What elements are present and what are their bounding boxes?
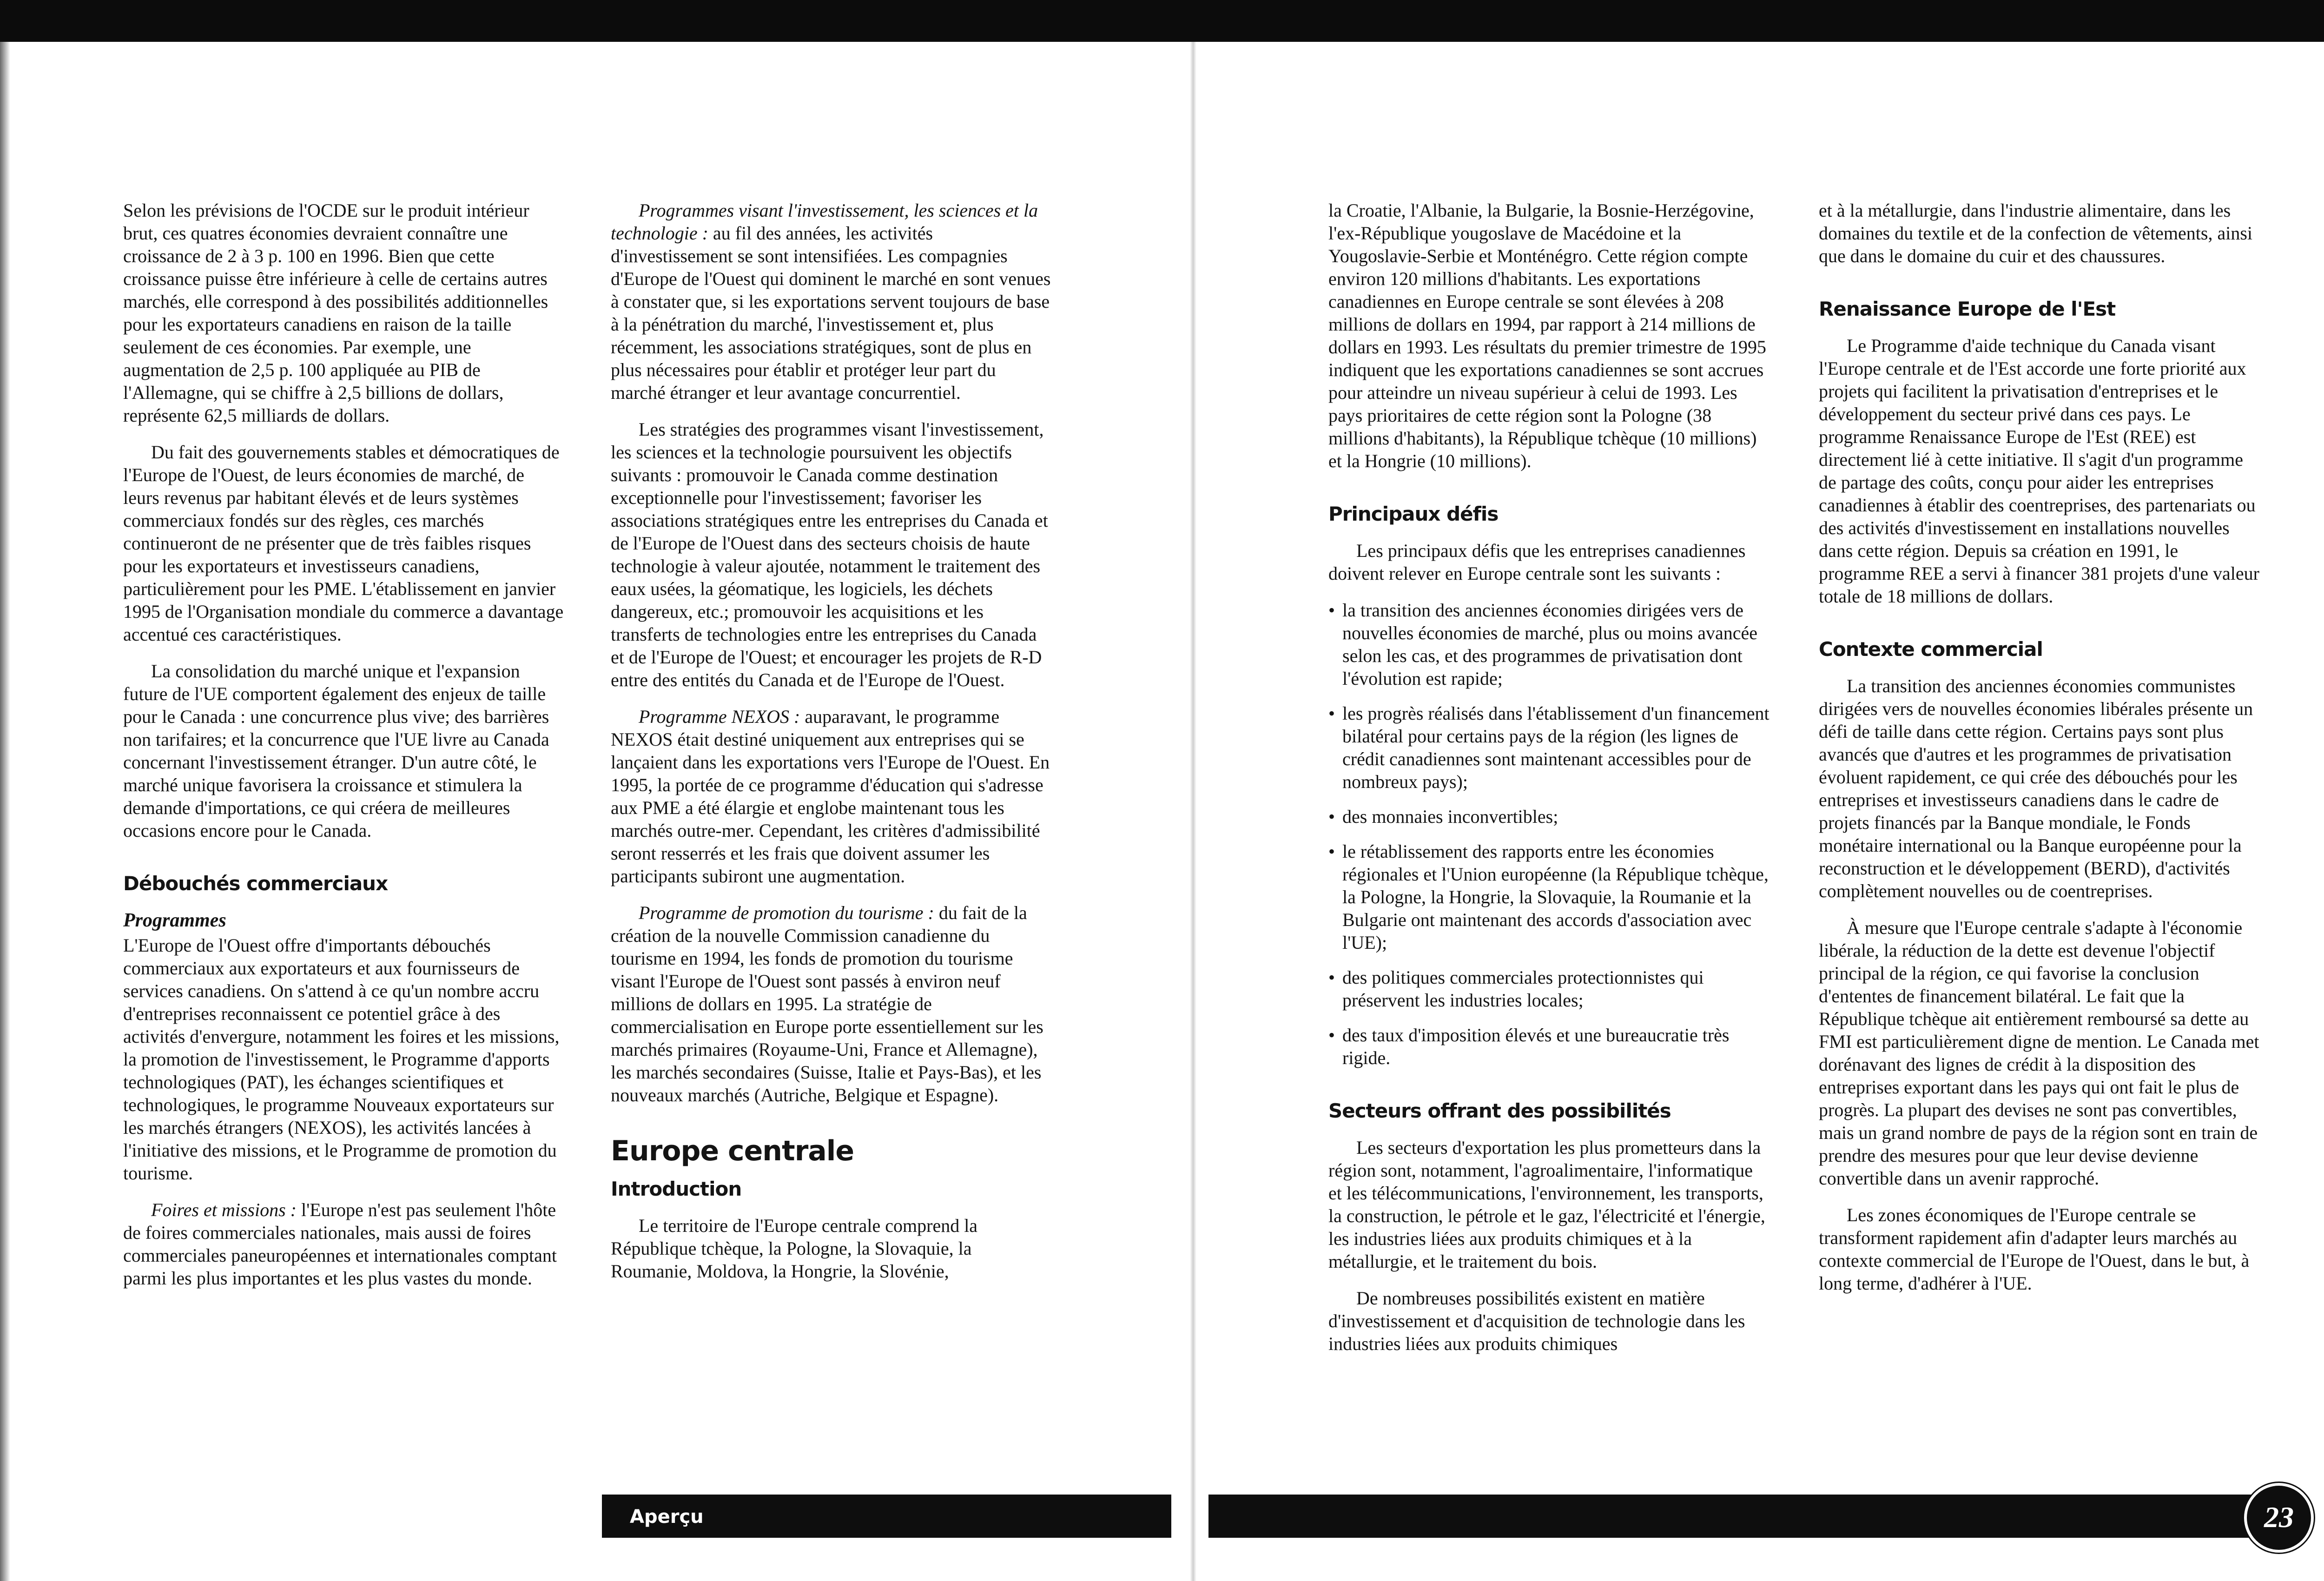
heading-principaux-defis: Principaux défis	[1328, 503, 1499, 525]
paragraph: Les zones économiques de l'Europe centrale se transforment rapidement afin d'adapter leurs marchés au contexte commercial de l'Europe de l'Ouest, dans le but, à long terme, d'adhérer à l'UE.	[1819, 1204, 2250, 1294]
bullet-mark: •	[1328, 600, 1335, 621]
column-3	[1328, 199, 1770, 1355]
heading-introduction: Introduction	[611, 1177, 742, 1200]
footer-bar-right	[1208, 1495, 2254, 1538]
paragraph: La transition des anciennes économies communistes dirigées vers de nouvelles économies libérales présente un défi de taille dans cette région. Certains pays sont plus avancés que d'autres et les programmes de privatisation évoluent rapidement, ce qui crée des débouchés pour les entreprises et investisseurs canadiens dans le cadre de projets financés par la Banque mondiale, le Fonds monétaire international ou la Banque européenne pour la reconstruction et le développement (BERD), d'activités complètement nouvelles ou de coentreprises.	[1819, 675, 2253, 901]
paragraph	[611, 901, 1052, 1106]
bullet-mark: •	[1328, 967, 1335, 988]
bullet-text: le rétablissement des rapports entre les économies régionales et l'Union européenne (la République tchèque, la Pologne, la Hongrie, la Slovaquie, la Roumanie et la Bulgarie ont maintenant des accords d'association avec l'UE);	[1342, 841, 1769, 953]
bullet-text: des monnaies inconvertibles;	[1342, 806, 1558, 827]
bullet-mark: •	[1328, 841, 1335, 862]
bullet-mark: •	[1328, 703, 1335, 724]
bullet-item	[1328, 702, 1770, 793]
column-2	[611, 199, 1052, 1283]
bullet-mark: •	[1328, 1025, 1335, 1045]
paragraph: L'Europe de l'Ouest offre d'importants débouchés commerciaux aux exportateurs et aux fournisseurs de services canadiens. On s'attend à ce qu'un nombre accru d'entreprises reconnaissent ce potentiel grâce à des activités d'envergure, notamment les foires et les missions, la promotion de l'investissement, le Programme d'apports technologiques (PAT), les échanges scientifiques et technologiques, le programme Nouveaux exportateurs sur les marchés étrangers (NEXOS), les activités lancées à l'initiative des missions, et le Programme de promotion du tourisme.	[123, 935, 560, 1184]
paragraph-body: l'Europe n'est pas seulement l'hôte de foires commerciales nationales, mais aussi de foires commerciales paneuropéennes et internationales comptant parmi les plus importantes et les plus vastes du monde.	[123, 1199, 557, 1289]
subheading-programmes: Programmes	[123, 910, 226, 931]
paragraph-lead: Programme de promotion du tourisme :	[639, 902, 934, 923]
footer-label: Aperçu	[630, 1506, 704, 1528]
paragraph: Les secteurs d'exportation les plus prometteurs dans la région sont, notamment, l'agroalimentaire, l'informatique et les télécommunications, l'environnement, les transports, la construction, le pétrole et le gaz, l'électricité et l'énergie, les industries liées aux produits chimiques et à la métallurgie, et le traitement du bois.	[1328, 1137, 1765, 1272]
paragraph: À mesure que l'Europe centrale s'adapte à l'économie libérale, la réduction de la dette est devenue l'objectif principal de la région, ce qui favorise la conclusion d'ententes de financement bilatéral. Le fait que la République tchèque ait entièrement remboursé sa dette au FMI est particulièrement digne de mention. Le Canada met dorénavant des lignes de crédit à la disposition des entreprises exportant dans les pays qui ont fait le plus de progrès. La plupart des devises ne sont pas convertibles, mais un grand nombre de pays de la région sont en train de prendre des mesures pour que leur devise devienne convertible dans un avenir rapproché.	[1819, 917, 2259, 1189]
heading-europe-centrale: Europe centrale	[611, 1135, 854, 1167]
paragraph: la Croatie, l'Albanie, la Bulgarie, la Bosnie-Herzégovine, l'ex-République yougoslave de Macédoine et la Yougoslavie-Serbie et Monténégro. Cette région compte environ 120 millions d'habitants. Les exportations canadiennes en Europe centrale se sont élevées à 208 millions de dollars en 1994, par rapport à 214 millions de dollars en 1993. Les résultats du premier trimestre de 1995 indiquent que les exportations canadiennes se sont accrues pour atteindre un niveau supérieur à celui de 1993. Les pays prioritaires de cette région sont la Pologne (38 millions d'habitants), la République tchèque (10 millions) et la Hongrie (10 millions).	[1328, 200, 1766, 471]
bullet-item	[1328, 1024, 1770, 1069]
scan-top-band	[0, 0, 2324, 42]
paragraph: Du fait des gouvernements stables et démocratiques de l'Europe de l'Ouest, de leurs économies de marché, de leurs revenus par habitant élevés et de leurs systèmes commerciaux fondés sur des règles, ces marchés continueront de ne présenter que de très faibles risques pour les exportateurs et investisseurs canadiens, particulièrement pour les PME. L'établissement en janvier 1995 de l'Organisation mondiale du commerce a davantage accentué ces caractéristiques.	[123, 442, 564, 645]
page-gutter	[1190, 42, 1196, 1581]
heading-renaissance-europe-est: Renaissance Europe de l'Est	[1819, 298, 2116, 320]
bullet-text: des taux d'imposition élevés et une bureaucratie très rigide.	[1342, 1025, 1730, 1068]
paragraph: De nombreuses possibilités existent en matière d'investissement et d'acquisition de technologie dans les industries liées aux produits chimiques	[1328, 1288, 1745, 1354]
heading-debouches-commerciaux: Débouchés commerciaux	[123, 872, 388, 895]
bullet-mark: •	[1328, 806, 1335, 827]
paragraph: et à la métallurgie, dans l'industrie alimentaire, dans les domaines du textile et de la confection de vêtements, ainsi que dans le domaine du cuir et des chaussures.	[1819, 200, 2253, 266]
paragraph: Le Programme d'aide technique du Canada visant l'Europe centrale et de l'Est accorde une forte priorité aux projets qui facilitent la privatisation d'entreprises et le développement du secteur privé dans ces pays. Le programme Renaissance Europe de l'Est (REE) est directement lié à cette initiative. Il s'agit d'un programme de partage des coûts, conçu pour aider les entreprises canadiennes à établir des coentreprises, des partenariats ou des activités d'investissement en installations nouvelles dans cette région. Depuis sa création en 1991, le programme REE a servi à financer 381 projets d'une valeur totale de 18 millions de dollars.	[1819, 335, 2259, 607]
paragraph-lead: Programmes visant l'investissement, les sciences et la technologie :	[611, 200, 1038, 244]
paragraph	[611, 705, 1052, 887]
paragraph-lead: Foires et missions :	[151, 1199, 297, 1220]
bullet-text: des politiques commerciales protectionnistes qui préservent les industries locales;	[1342, 967, 1704, 1011]
bullet-item	[1328, 966, 1770, 1012]
bullet-item	[1328, 599, 1770, 690]
bullet-item	[1328, 805, 1770, 828]
paragraph-body: auparavant, le programme NEXOS était destiné uniquement aux entreprises qui se lançaient dans les exportations vers l'Europe de l'Ouest. En 1995, la portée de ce programme d'éducation qui s'adresse aux PME a été élargie et englobe maintenant tous les marchés outre-mer. Cependant, les critères d'admissibilité seront resserrés et les frais que doivent assumer les participants subiront une augmentation.	[611, 706, 1050, 886]
paragraph: Le territoire de l'Europe centrale comprend la République tchèque, la Pologne, la Slovaquie, la Roumanie, Moldova, la Hongrie, la Slovénie,	[611, 1215, 978, 1282]
paragraph: Selon les prévisions de l'OCDE sur le produit intérieur brut, ces quatres économies devraient connaître une croissance de 2 à 3 p. 100 en 1996. Bien que cette croissance puisse être inférieure à celle de certains autres marchés, elle correspond à des possibilités additionnelles pour les exportateurs canadiens en raison de la taille seulement de ces économies. Par exemple, une augmentation de 2,5 p. 100 appliquée au PIB de l'Allemagne, qui se chiffre à 2,5 billions de dollars, représente 62,5 milliards de dollars.	[123, 200, 548, 426]
scan-left-edge	[0, 42, 10, 1581]
paragraph-lead: Programme NEXOS :	[639, 706, 800, 727]
page-number-badge	[2244, 1483, 2314, 1553]
bullet-item	[1328, 840, 1770, 954]
bullet-text: les progrès réalisés dans l'établissement d'un financement bilatéral pour certains pays de la région (les lignes de crédit canadiennes sont maintenant accessibles pour de nombreux pays);	[1342, 703, 1769, 792]
paragraph-body: au fil des années, les activités d'investissement se sont intensifiées. Les compagnies d'Europe de l'Ouest qui dominent le marché en sont venues à constater que, si les exportations servent toujours de base à la pénétration du marché, l'investissement et, plus récemment, les associations stratégiques, sont de plus en plus nécessaires pour établir et protéger leur part du marché étranger et leur avantage concurrentiel.	[611, 223, 1051, 403]
paragraph: Les principaux défis que les entreprises canadiennes doivent relever en Europe centrale sont les suivants :	[1328, 540, 1746, 584]
paragraph	[123, 1198, 565, 1290]
heading-secteurs-possibilites: Secteurs offrant des possibilités	[1328, 1099, 1671, 1122]
column-1	[123, 199, 565, 1303]
paragraph-body: du fait de la création de la nouvelle Commission canadienne du tourisme en 1994, les fonds de promotion du tourisme visant l'Europe de l'Ouest sont passés à environ neuf millions de dollars en 1995. La stratégie de commercialisation en Europe porte essentiellement sur les marchés primaires (Royaume-Uni, France et Allemagne), les marchés secondaires (Suisse, Italie et Pays-Bas), et les nouveaux marchés (Autriche, Belgique et Espagne).	[611, 902, 1043, 1105]
heading-contexte-commercial: Contexte commercial	[1819, 638, 2043, 661]
paragraph: La consolidation du marché unique et l'expansion future de l'UE comportent également des enjeux de taille pour le Canada : une concurrence plus vive; des barrières non tarifaires; et la concurrence que l'UE livre au Canada concernant l'investissement étranger. D'un autre côté, le marché unique favorisera la croissance et stimulera la demande d'importations, ce qui créera de meilleures occasions encore pour le Canada.	[123, 661, 549, 841]
paragraph	[611, 199, 1052, 404]
bullet-text: la transition des anciennes économies dirigées vers de nouvelles économies de marché, plus ou moins avancée selon les cas, et des programmes de privatisation dont l'évolution est rapide;	[1342, 600, 1758, 689]
footer-bar-left	[602, 1495, 1171, 1538]
column-4	[1819, 199, 2260, 1295]
page-number: 23	[2264, 1501, 2294, 1534]
paragraph: Les stratégies des programmes visant l'investissement, les sciences et la technologie poursuivent les objectifs suivants : promouvoir le Canada comme destination exceptionnelle pour l'investissement; favoriser les associations stratégiques entre les entreprises du Canada et de l'Europe de l'Ouest dans des secteurs choisis de haute technologie à valeur ajoutée, notamment le traitement des eaux usées, la géomatique, les logiciels, les déchets dangereux, etc.; promouvoir les acquisitions et les transferts de technologies entre les entreprises du Canada et de l'Europe de l'Ouest; et encourager les projets de R-D entre des entités du Canada et de l'Europe de l'Ouest.	[611, 419, 1048, 690]
